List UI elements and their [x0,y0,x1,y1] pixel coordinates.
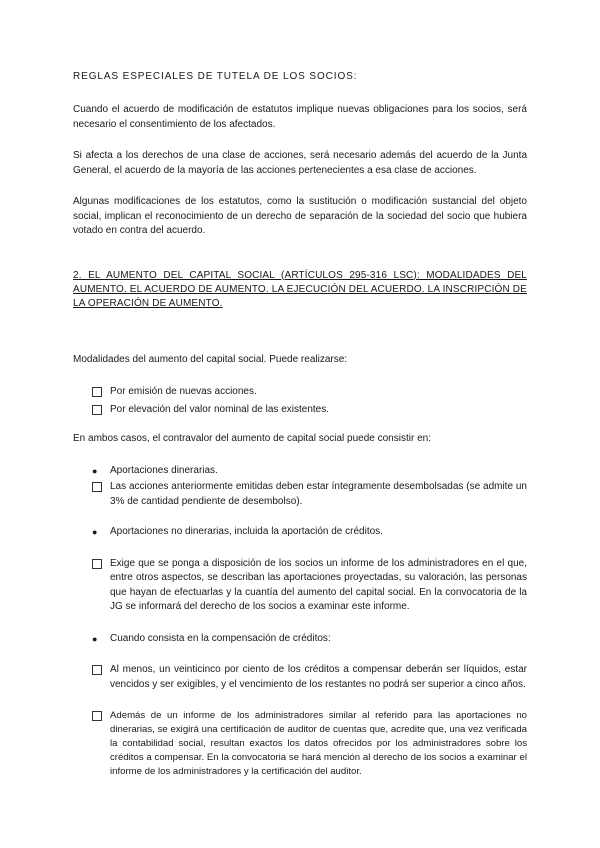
contravalor-intro: En ambos casos, el contravalor del aumento de capital social puede consistir en: [73,433,431,444]
check-text: Exige que se ponga a disposición de los socios un informe de los administradores en el que, entre otros aspectos, se describan las aportaciones proyectadas, su valoración, las personas que hayan de efectuarlas y la cuantía del aumento del capital social. En la convocatoria de la JG se informará del derecho de los socios a examinar este informe. [110,557,527,612]
modalidades-intro: Modalidades del aumento del capital social. Puede realizarse: [73,353,348,365]
checkbox-icon [92,387,102,397]
modalidades-list [92,385,527,417]
paragraph-consentimiento: Cuando el acuerdo de modificación de estatutos implique nuevas obligaciones para los socios, será necesario el consentimiento de los afectados. [73,104,527,130]
section-heading: REGLAS ESPECIALES DE TUTELA DE LOS SOCIOS: [73,71,358,82]
check-text: Además de un informe de los administradores similar al referido para las aportaciones no dinerarias, se exigirá una certificación de auditor de cuentas que, acredite que, una vez verificada la contabilidad social, resultan exactos los datos ofrecidos por los administradores sobre los créditos a compensar. En la convocatoria se hará mención al derecho de los socios a examinar el informe de los administradores y la certificación del auditor. [110,710,527,777]
list-item [92,525,527,540]
check-text: Al menos, un veinticinco por ciento de los créditos a compensar deberán ser líquidos, estar vencidos y ser exigibles, y el vencimiento de los restantes no podrá ser superior a cinco años. [110,664,527,690]
checkbox-icon [92,665,102,675]
bullet-text: Aportaciones dinerarias. [110,464,218,476]
checkbox-icon [92,482,102,492]
list-item [92,385,527,400]
list-item [92,709,527,779]
list-item [92,464,527,479]
contravalor-list [92,464,527,780]
list-item [92,663,527,692]
bullet-icon: ● [92,465,98,476]
list-item [92,403,527,418]
list-item [92,480,527,509]
paragraph-clase-acciones: Si afecta a los derechos de una clase de acciones, será necesario además del acuerdo de la Junta General, el acuerdo de la mayoría de las acciones pertenecientes a esa clase de acciones. [73,150,527,176]
checkbox-icon [92,405,102,415]
checkbox-icon [92,711,102,721]
list-item [92,632,527,647]
bullet-text: Aportaciones no dinerarias, incluida la aportación de créditos. [110,526,383,537]
document-page [73,70,527,779]
list-item [92,557,527,615]
bullet-text: Cuando consista en la compensación de créditos: [110,632,331,644]
modalidad-label: Por emisión de nuevas acciones. [110,386,257,397]
bullet-icon: ● [92,527,98,537]
checkbox-icon [92,559,102,569]
paragraph-derecho-separacion: Algunas modificaciones de los estatutos, como la sustitución o modificación sustancial del objeto social, implican el reconocimiento de un derecho de separación de la sociedad del socio que hubiera votado en contra del acuerdo. [73,196,527,236]
section-2-title: 2. EL AUMENTO DEL CAPITAL SOCIAL (ARTÍCULOS 295-316 LSC): MODALIDADES DEL AUMENTO. EL ACUERDO DE AUMENTO. LA EJECUCIÓN DEL ACUERDO. LA INSCRIPCIÓN DE LA OPERACIÓN DE AUMENTO. [73,269,527,309]
check-text: Las acciones anteriormente emitidas deben estar íntegramente desembolsadas (se admite un 3% de cantidad pendiente de desembolso). [110,481,527,507]
bullet-icon: ● [92,633,98,644]
modalidad-label: Por elevación del valor nominal de las existentes. [110,403,330,415]
